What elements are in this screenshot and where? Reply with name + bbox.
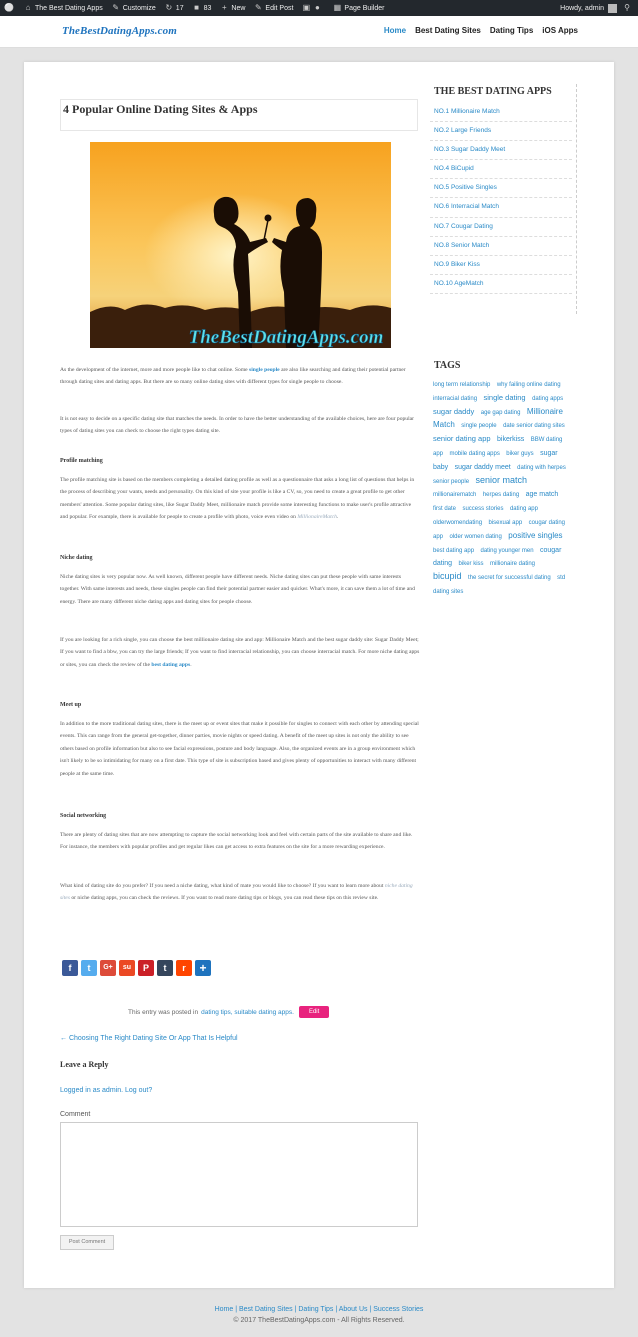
tag-link[interactable]: dating app xyxy=(509,506,538,513)
nav-home[interactable]: Home xyxy=(383,26,407,35)
tag-link[interactable]: first date xyxy=(433,506,457,513)
tag-link[interactable]: senior match xyxy=(475,474,528,485)
nav-dating-tips[interactable]: Dating Tips xyxy=(489,26,534,35)
tag-link[interactable]: older women dating xyxy=(449,533,502,540)
best-app-item[interactable]: NO.7 Cougar Dating xyxy=(430,218,572,237)
tag-link[interactable]: cougar dating app xyxy=(433,519,566,540)
googleplus-icon[interactable]: G+ xyxy=(100,960,116,976)
tag-link[interactable]: Millionaire Match xyxy=(433,406,563,430)
best-app-item[interactable]: NO.1 Millionaire Match xyxy=(430,103,572,122)
refresh-icon: ↻ xyxy=(165,3,173,12)
edit-post-link[interactable] xyxy=(254,4,293,12)
tag-link[interactable]: the secret for successful dating xyxy=(467,575,551,582)
hero-watermark: TheBestDatingApps.com xyxy=(188,327,384,348)
best-dating-apps-link[interactable]: best dating apps xyxy=(151,661,191,668)
footer-copyright: © 2017 TheBestDatingApps.com - All Rights Reserved. xyxy=(233,1317,405,1324)
brush-icon: ✎ xyxy=(112,3,120,12)
posted-in-label: This entry was posted in xyxy=(128,1008,199,1016)
tumblr-icon[interactable]: t xyxy=(157,960,173,976)
millionairematch-link[interactable]: MillionaireMatch xyxy=(297,514,337,521)
new-label: New xyxy=(231,4,246,12)
paragraph-social: There are plenty of dating sites that are now attempting to capture the social networking look and feel with certain parts of the site available to share and like. For instance, the members with popular profiles and get regular likes can get access to extra features on the site for a more rewarding experience. xyxy=(60,832,413,851)
comment-label: Comment xyxy=(60,1111,91,1118)
heading-niche-dating: Niche dating xyxy=(60,555,93,561)
nav-ios-apps[interactable]: iOS Apps xyxy=(542,26,578,35)
final-text-a: What kind of dating site do you prefer? If you need a niche dating, what kind of mate you would like to choose? If you want to learn more about xyxy=(60,883,385,889)
tag-link[interactable]: biker kiss xyxy=(458,561,484,568)
comment-icon: ■ xyxy=(194,3,200,12)
comment-textarea[interactable] xyxy=(60,1122,418,1227)
search-icon[interactable]: ⚲ xyxy=(624,3,630,12)
pencil-icon: ✎ xyxy=(255,3,262,12)
niche2-text-a: If you are looking for a rich single, you can choose the best millionaire dating site and app: Millionaire Match and the best sugar daddy site: Sugar Daddy Meet; If you want to find a bbw, you can try the large friends; If you want to find interracial relationship, you can choose interracial match. For more niche dating apps or sites, you can check the review of the xyxy=(60,637,420,668)
best-apps-heading: THE BEST DATING APPS xyxy=(434,86,552,97)
leave-reply-heading: Leave a Reply xyxy=(60,1060,109,1069)
tag-link[interactable]: herpes dating xyxy=(482,492,520,499)
site-logo[interactable]: TheBestDatingApps.com xyxy=(62,25,177,37)
customize-link[interactable] xyxy=(112,4,156,12)
yoast-link[interactable] xyxy=(302,4,324,12)
share-buttons xyxy=(62,960,214,976)
best-app-item[interactable]: NO.3 Sugar Daddy Meet xyxy=(430,141,572,160)
paragraph-meet-up: In addition to the more traditional dating sites, there is the meet up or event sites that make it possible for singles to connect with each other by attending special events. This can range from the general get-together, dinner parties, movie nights or speed dating. A benefit of the meet up sites is not only the ability to see others based on profile information but also to see facial expressions, posture and body language. Also, the organized events are in a group environment which isn't likely to be so intimidating for many on a first date. This type of site is subscription based and gives plenty of opportunities to interact with many different people at the same time. xyxy=(60,721,419,777)
paragraph-niche: Niche dating sites is very popular now. As well known, different people have different needs. Niche dating sites can put these people with same interests together. With same interests and needs, these singles people can find their potential partner easier and quicker. What's more, it can save them a lot of time and energy. There are many different niche dating apps and dating sites for people choose. xyxy=(60,574,415,605)
tag-link[interactable]: bisexual app xyxy=(488,519,523,526)
wordpress-menu[interactable] xyxy=(4,4,15,12)
edit-post-label: Edit Post xyxy=(265,4,294,12)
tag-link[interactable]: olderwomendating xyxy=(433,519,483,526)
tag-link[interactable]: std dating sites xyxy=(433,575,566,595)
heading-social-networking: Social networking xyxy=(60,813,107,819)
tag-link[interactable]: senior people xyxy=(433,478,470,485)
tag-link[interactable]: dating younger men xyxy=(480,547,534,554)
tag-link[interactable]: BBW dating app xyxy=(433,437,563,457)
site-name-label: The Best Dating Apps xyxy=(35,4,103,12)
new-content-link[interactable] xyxy=(220,4,245,12)
comments-count: 83 xyxy=(203,4,212,12)
heading-meet-up: Meet up xyxy=(60,702,82,708)
category-links[interactable]: dating tips, suitable dating apps. xyxy=(201,1008,294,1016)
tag-link[interactable]: bikerkiss xyxy=(497,436,525,444)
tag-link[interactable]: dating apps xyxy=(532,395,564,402)
page-builder-label: Page Builder xyxy=(344,4,385,12)
main-nav xyxy=(375,26,578,35)
tag-link[interactable]: age match xyxy=(525,491,559,499)
stumbleupon-icon[interactable]: su xyxy=(119,960,135,976)
tag-link[interactable]: millionaire dating xyxy=(490,561,536,568)
post-comment-button[interactable]: Post Comment xyxy=(60,1235,114,1250)
tag-link[interactable]: senior dating app xyxy=(433,434,491,444)
hero-image xyxy=(90,142,391,348)
best-app-item[interactable]: NO.5 Positive Singles xyxy=(430,179,572,198)
profile-text-a: The profile matching site is based on the members completing a detailed dating profile as well as a questionnaire that asks a long list of questions that helps in the process of describing your wants, needs and personality. On this kind of site your profile is like a CV, so, you need to create a great profile to get other members' attention. Some popular dating sites, like Sugar Daddy Meet, millionaire match provide some interesting functions to make user's profile attractive and popular. For example, there is available for people to create a profile with photo, voice even video on xyxy=(60,477,415,521)
paragraph-choices: It is not easy to decide on a specific dating site that matches the needs. In order to have the better understanding of the available choices, here are four popular types of dating sites you can check to choose the right types dating site. xyxy=(60,416,414,435)
updates-link[interactable] xyxy=(165,4,184,12)
heading-profile-matching: Profile matching xyxy=(60,458,103,464)
best-app-item[interactable]: NO.6 Interracial Match xyxy=(430,198,572,217)
tag-link[interactable]: date senior dating sites xyxy=(503,423,565,430)
tag-link[interactable]: sugar baby xyxy=(433,449,558,471)
intro-text-a: As the development of the internet, more and more people like to chat online. Some xyxy=(60,367,250,373)
edit-button[interactable]: Edit xyxy=(299,1006,329,1018)
tag-link[interactable]: sugar daddy meet xyxy=(454,463,511,471)
tag-link[interactable]: success stories xyxy=(462,506,504,513)
tag-link[interactable]: mobile dating apps xyxy=(449,450,500,457)
tag-link[interactable]: why failing online dating xyxy=(496,382,561,388)
tag-link[interactable]: sugar daddy xyxy=(433,406,475,416)
reddit-icon[interactable]: r xyxy=(176,960,192,976)
tag-link[interactable]: cougar dating xyxy=(433,546,562,568)
nav-best-dating-sites[interactable]: Best Dating Sites xyxy=(415,26,481,35)
tag-link[interactable]: best dating app xyxy=(433,547,475,554)
tag-link[interactable]: interracial dating xyxy=(433,395,478,402)
page-builder-link[interactable] xyxy=(333,4,384,12)
post-meta xyxy=(128,1006,329,1018)
intro-text-b: are also like searching and dating their potential partner through dating sites and dating apps. But there are so many online dating sites with different types for single people to choose. xyxy=(60,367,406,386)
site-header xyxy=(0,16,638,48)
profile-text-b: . xyxy=(336,514,339,521)
tags-heading: TAGS xyxy=(434,360,461,371)
tag-link[interactable]: positive singles xyxy=(508,530,563,540)
best-apps-list xyxy=(430,103,572,294)
tag-link[interactable]: millionairematch xyxy=(433,492,477,499)
plus-icon: + xyxy=(222,3,227,12)
final-text-b: or niche dating apps, you can check the reviews. If you want to read more dating tips or blogs, you can read these tips on this review site. xyxy=(69,895,379,902)
single-people-link[interactable]: single people xyxy=(249,367,280,373)
site-name-link[interactable] xyxy=(24,4,103,12)
avatar[interactable] xyxy=(608,4,617,13)
sidebar-divider xyxy=(576,84,577,314)
paragraph-niche-2 xyxy=(60,634,420,671)
tag-link[interactable]: biker guys xyxy=(506,450,534,457)
previous-post-link[interactable]: ← Choosing The Right Dating Site Or App That Is Helpful xyxy=(60,1035,238,1042)
best-app-item[interactable]: NO.2 Large Friends xyxy=(430,122,572,141)
tag-link[interactable]: single dating xyxy=(483,392,526,402)
logged-in-link[interactable]: Logged in as admin. Log out? xyxy=(60,1087,153,1094)
content-card xyxy=(24,62,614,1288)
comments-link[interactable] xyxy=(193,4,212,12)
facebook-icon[interactable]: f xyxy=(62,960,78,976)
paragraph-final xyxy=(60,880,420,905)
footer-links[interactable]: Home | Best Dating Sites | Dating Tips | About Us | Success Stories xyxy=(214,1306,424,1313)
yoast-icon: ▣ xyxy=(302,3,311,12)
tag-cloud xyxy=(433,377,569,598)
tag-link[interactable]: single people xyxy=(461,423,497,430)
niche-dating-sites-link[interactable]: niche dating sites xyxy=(60,883,413,902)
niche2-text-b: . xyxy=(190,661,192,668)
howdy-link[interactable]: Howdy, admin xyxy=(560,4,604,12)
best-app-item[interactable]: NO.9 Biker Kiss xyxy=(430,256,572,275)
tag-link[interactable]: dating with herpes xyxy=(517,464,566,471)
best-app-item[interactable]: NO.10 AgeMatch xyxy=(430,275,572,294)
post-title: 4 Popular Online Dating Sites & Apps xyxy=(63,102,258,116)
tag-link[interactable]: age gap dating xyxy=(480,409,521,416)
paragraph-intro xyxy=(60,364,420,389)
best-app-item[interactable]: NO.4 BiCupid xyxy=(430,160,572,179)
tag-link[interactable]: bicupid xyxy=(433,571,462,582)
home-icon: ⌂ xyxy=(25,3,31,12)
paragraph-profile xyxy=(60,474,420,524)
customize-label: Customize xyxy=(122,4,156,12)
grid-icon: ▦ xyxy=(333,3,342,12)
post-title-box xyxy=(60,99,418,131)
tag-link[interactable]: long term relationship xyxy=(433,382,491,388)
twitter-icon[interactable]: t xyxy=(81,960,97,976)
updates-count: 17 xyxy=(175,4,184,12)
share-more-icon[interactable]: + xyxy=(195,960,211,976)
pinterest-icon[interactable]: P xyxy=(138,960,154,976)
admin-bar xyxy=(0,0,638,16)
status-dot-icon: ● xyxy=(315,3,320,12)
best-app-item[interactable]: NO.8 Senior Match xyxy=(430,237,572,256)
wordpress-icon: ⚪ xyxy=(4,3,14,12)
